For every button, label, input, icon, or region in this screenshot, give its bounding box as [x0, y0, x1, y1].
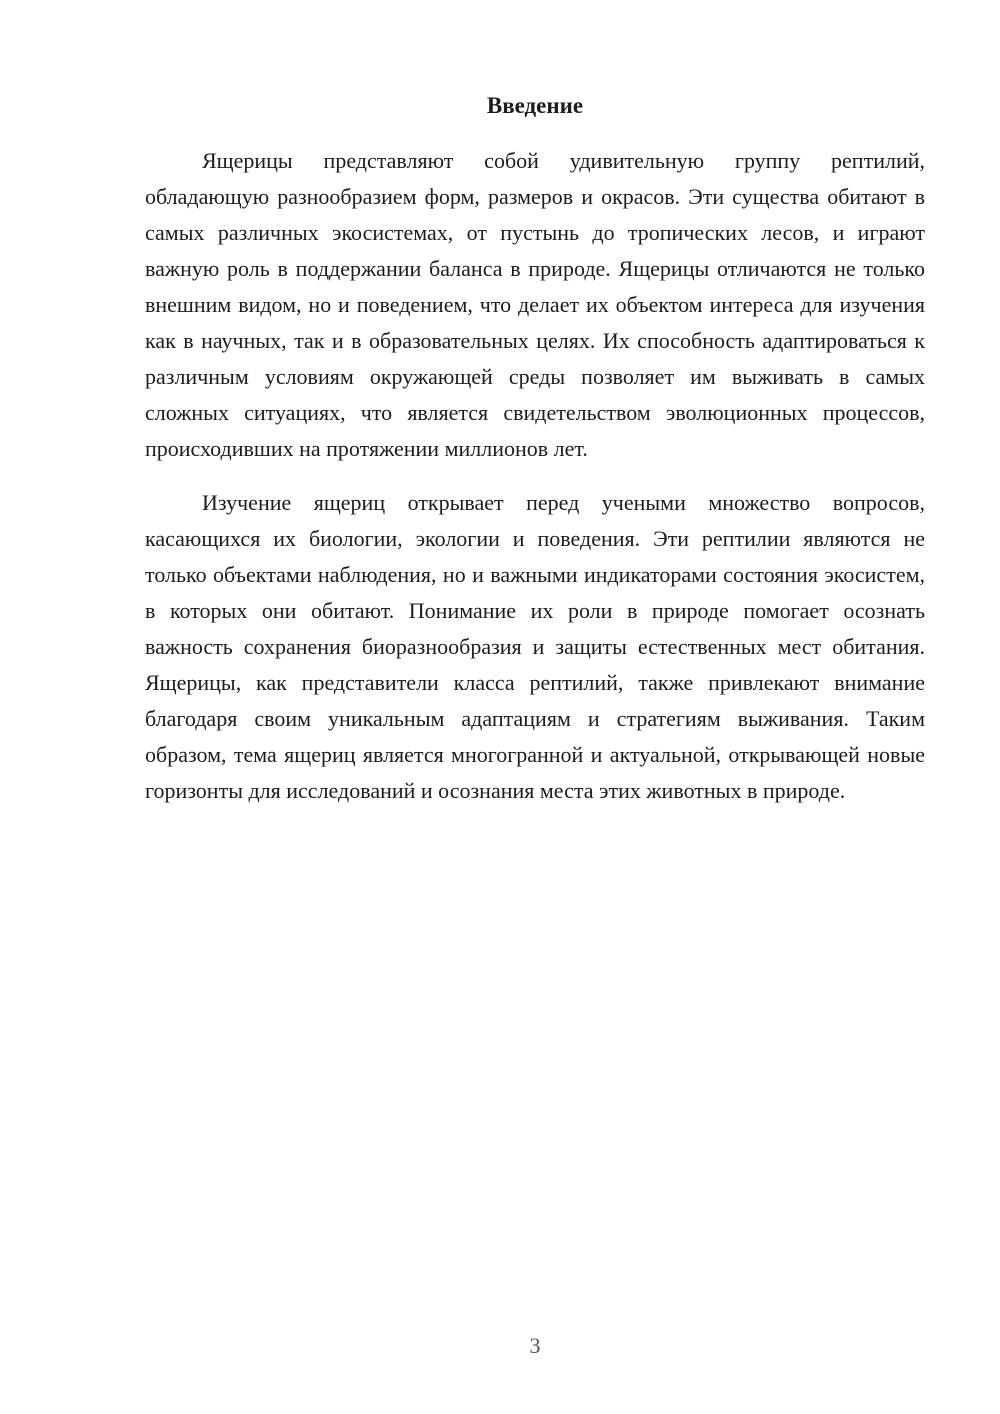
- page-title: Введение: [486, 93, 584, 118]
- paragraph: Ящерицы представляют собой удивительную группу рептилий, обладающую разнообразием форм, размеров и окрасов. Эти существа обитают в самых различных экосистемах, от пустынь до тропических лесов, и играют важную роль в поддержании баланса в природе. Ящерицы отличаются не только внешним видом, но и поведением, что делает их объектом интереса для изучения как в научных, так и в образовательных целях. Их способность адаптироваться к различным условиям окружающей среды позволяет им выживать в самых сложных ситуациях, что является свидетельством эволюционных процессов, происходивших на протяжении миллионов лет.: [145, 148, 925, 461]
- page-number: 3: [529, 1333, 541, 1358]
- paragraph: Изучение ящериц открывает перед учеными множество вопросов, касающихся их биологии, экологии и поведения. Эти рептилии являются не только объектами наблюдения, но и важными индикаторами состояния экосистем, в которых они обитают. Понимание их роли в природе помогает осознать важность сохранения биоразнообразия и защиты естественных мест обитания. Ящерицы, как представители класса рептилий, также привлекают внимание благодаря своим уникальным адаптациям и стратегиям выживания. Таким образом, тема ящериц является многогранной и актуальной, открывающей новые горизонты для исследований и осознания места этих животных в природе.: [145, 490, 925, 803]
- document-body: [145, 143, 925, 827]
